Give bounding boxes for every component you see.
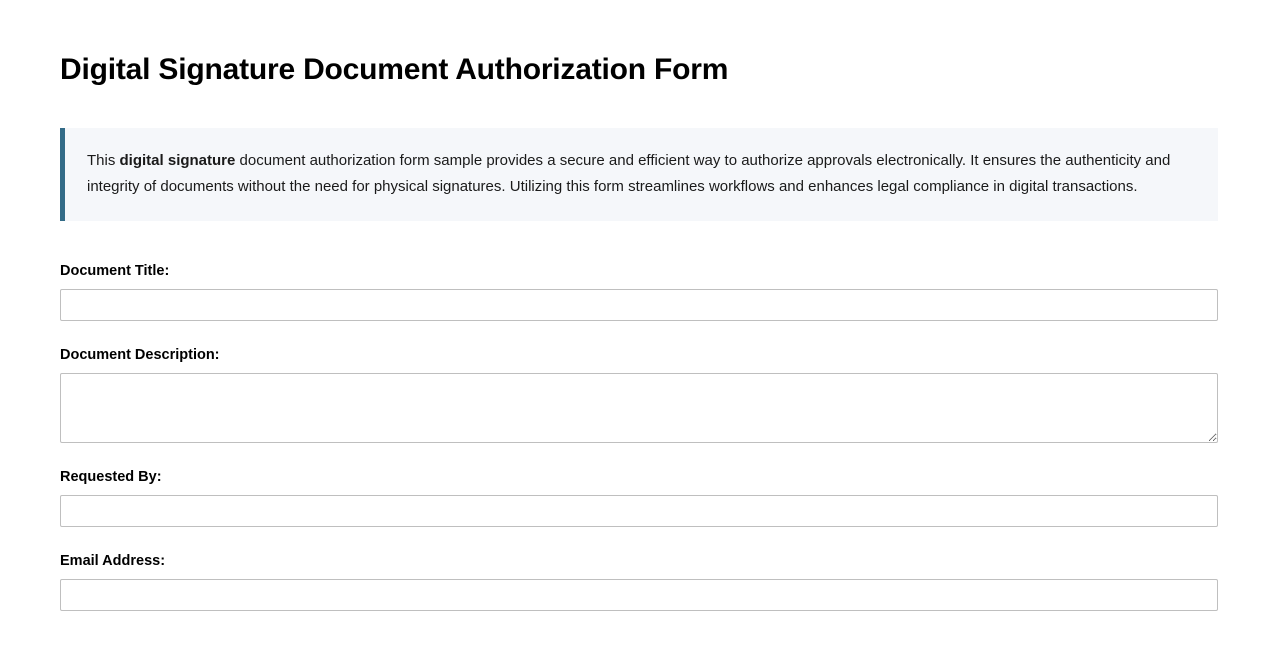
label-document-title: Document Title: bbox=[60, 263, 170, 279]
field-group-email-address bbox=[60, 553, 1218, 611]
intro-text-part-1: This bbox=[87, 152, 120, 169]
input-document-title[interactable] bbox=[60, 289, 1218, 321]
field-group-document-title bbox=[60, 263, 1218, 321]
input-email-address[interactable] bbox=[60, 579, 1218, 611]
intro-text-emphasis: digital signature bbox=[119, 152, 236, 169]
page-title: Digital Signature Document Authorization Form bbox=[60, 53, 729, 86]
label-document-description: Document Description: bbox=[60, 347, 220, 363]
label-requested-by: Requested By: bbox=[60, 469, 162, 485]
input-requested-by[interactable] bbox=[60, 495, 1218, 527]
intro-callout bbox=[60, 128, 1218, 221]
intro-text-part-2: document authorization form sample provides a secure and efficient way to authorize approvals electronically. It ensures the authenticity and integrity of documents without the need for physical signatures. Utilizing this form streamlines workflows and enhances legal compliance in digital transactions. bbox=[87, 152, 1171, 195]
field-group-requested-by bbox=[60, 469, 1218, 527]
intro-callout-text bbox=[87, 148, 1194, 199]
input-document-description[interactable] bbox=[60, 373, 1218, 443]
label-email-address: Email Address: bbox=[60, 553, 166, 569]
field-group-document-description bbox=[60, 347, 1218, 443]
